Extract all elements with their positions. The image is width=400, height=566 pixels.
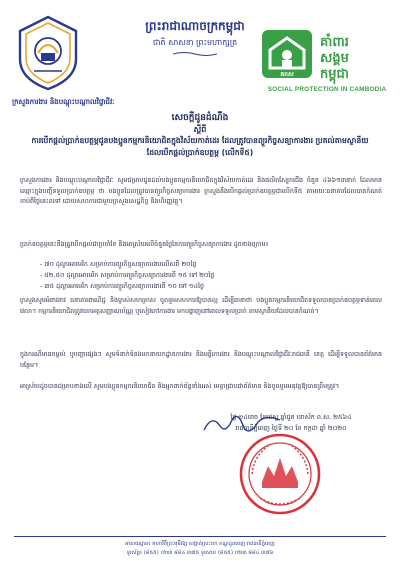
body-paragraph: ប្រាក់ឧបត្ថម្ភនេះនឹងត្រូវបើកផ្តល់ជាប្រចាំខែ និងអាស្រ័យលើចំនួនថ្ងៃនៃការព្យួរកិច្ចសន្យាការងារ ដូចខាងក្រោម៖ xyxy=(20,241,269,248)
solar-date: រាជធានីភ្នំពេញ ថ្ងៃទី ២០ ខែ កក្កដា ឆ្នាំ ២០២០ xyxy=(235,424,347,432)
social-protection-logo xyxy=(262,28,392,86)
footer-contact-line: ទូរស័ព្ទ៖ (៨៥៥) ០២៣ ៨៨៤ ៣៧៥ ទូរសារ៖ (៨៥៥) ០២៣ ៨៨៤ ៣៧៦ xyxy=(126,550,274,556)
body-paragraph: ក្នុងករណីមានចម្ងល់ ឬបញ្ហាផ្សេងៗ សូមទំនាក់ទំនងមកនាយកដ្ឋានការងារ និងមន្ទីរការងារ និងបណ្តុះបណ្តាលវិជ្ជាជីវៈរាជធានី ខេត្ត ដើម្បីទទួលបានព័ត៌មានបន្ថែម។ xyxy=(20,351,382,369)
official-seal-icon xyxy=(238,432,322,516)
logo-word-2: សង្គម xyxy=(320,51,349,66)
document-type: សេចក្តីជូនដំណឹង xyxy=(171,113,229,123)
list-item: - ៥២.៥០ ដុល្លារអាមេរិក សម្រាប់ការព្យួរកិច្ចសន្យាការងារពី ១៥ ទៅ ២០ថ្ងៃ xyxy=(40,272,215,279)
ministry-emblem-icon xyxy=(14,13,82,93)
footer-address xyxy=(14,540,386,558)
body-paragraph: ក្រសួងសូមអំពាវនាវ ធនាគារពាណិជ្ជ និងម្ចាស់សហគ្រាស ចូលរួមសហការឱ្យបានល្អ ដើម្បីធានាថា បងប្អូនកម្មករនិយោជិតទទួលបានប្រាក់ឧបត្ថម្ភទាន់ពេលវេលា។ កម្មករនិយោជិតត្រូវយកអត្តសញ្ញាណប័ណ្ណ ឬសៀវភៅការងារ មកបង្ហាញនៅពេលទទួលប្រាក់ តាមស្ថានីយដែលបានកំណត់។ xyxy=(20,297,382,315)
logo-word-1: គាំពារ xyxy=(320,35,349,50)
body-paragraph: ក្រសួងការងារ និងបណ្តុះបណ្តាលវិជ្ជាជីវៈ សូមជម្រាបជូនដល់បងប្អូនកម្មករនិយោជិតក្នុងវិស័យកាត់ដេរ និងផលិតស្បែកជើង ចំនួន ៤៦៦១៣នាក់ ដែលមានឈ្មោះក្នុងបញ្ជីទទួលប្រាក់ឧបត្ថម្ភ ថា បងប្អូនដែលត្រូវបានព្យួរកិច្ចសន្យាការងារ ក្រសួងនឹងបើកផ្តល់ប្រាក់ឧបត្ថម្ភជាលើកទី៥ តាមរយៈធនាគារដែលបានកំណត់ ចាប់ពីថ្ងៃនេះតទៅ ដោយសហការជាមួយក្រសួងសេដ្ឋកិច្ច និងហិរញ្ញវត្ថុ។ xyxy=(20,177,382,206)
body-paragraph: អាស្រ័យដូចបានជម្រាបខាងលើ សូមបងប្អូនកម្មករនិយោជិត និងអ្នកពាក់ព័ន្ធទាំងអស់ មេត្តាជ្រាបជាព័ត៌មាន និងចូលរួមអនុវត្តឱ្យបានត្រឹមត្រូវ។ xyxy=(20,383,340,390)
subject-prefix: ស្តីពី xyxy=(193,125,207,134)
signature-icon xyxy=(198,408,288,438)
logo-caption: SOCIAL PROTECTION IN CAMBODIA xyxy=(267,86,387,93)
document-subject: ការបើកផ្តល់ប្រាក់ឧបត្ថម្ភជូនបងប្អូនកម្មករនិយោជិតក្នុងវិស័យកាត់ដេរ ដែលត្រូវបានព្យួរកិច្ចសន្យាការងារ ប្រគល់តាមស្ថានីយដែលបើកផ្តល់ប្រាក់ឧបត្ថម្ភ (លើកទី៥) xyxy=(31,136,369,157)
national-motto: ជាតិ សាសនា ព្រះមហាក្សត្រ xyxy=(152,38,238,47)
list-item: - ៧០ ដុល្លារអាមេរិក សម្រាប់ការព្យួរកិច្ចសន្យាការងារលើសពី ២០ថ្ងៃ xyxy=(40,261,197,268)
lunar-date: ថ្ងៃ ១៤រោច ខែជេស្ឋ ឆ្នាំជូត ទោស័ក ព.ស. ២៥៦៤ xyxy=(230,413,352,421)
footer-divider xyxy=(14,536,386,537)
kingdom-title: ព្រះរាជាណាចក្រកម្ពុជា xyxy=(145,19,245,33)
ministry-name: ក្រសួងការងារ និងបណ្តុះបណ្តាលវិជ្ជាជីវៈ xyxy=(12,98,115,106)
list-item: - ៣៥ ដុល្លារអាមេរិក សម្រាប់ការព្យួរកិច្ចសន្យាការងារពី ១០ ទៅ ១៤ថ្ងៃ xyxy=(40,283,205,290)
footer-address-line: អាសយដ្ឋាន៖ មហាវិថីព្រះមុនីវង្ស សង្កាត់ស្រះចក ខណ្ឌដូនពេញ រាជធានីភ្នំពេញ xyxy=(125,541,275,547)
logo-word-3: កម្ពុជា xyxy=(320,67,349,82)
logo-mark-text: គពស xyxy=(280,71,294,78)
motto-divider-ornament xyxy=(173,51,217,57)
